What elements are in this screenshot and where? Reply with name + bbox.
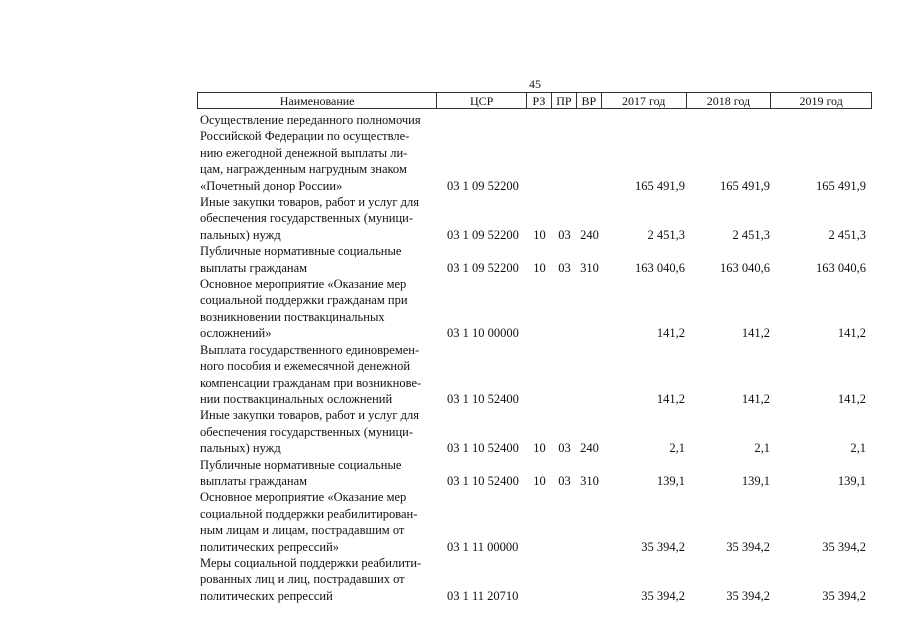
row-name: Осуществление переданного полномочия Российской Федерации по осуществле- нию ежегодной денежной выплаты ли- цам, награжденным нагрудным знаком «Почетный донор России» <box>200 113 421 193</box>
row-csr: 03 1 10 52400 <box>447 473 519 488</box>
row-csr: 03 1 10 00000 <box>447 326 519 341</box>
row-2017: 35 394,2 <box>641 539 685 554</box>
row-2017: 139,1 <box>656 473 685 488</box>
table-row <box>197 342 872 408</box>
row-name: Иные закупки товаров, работ и услуг для обеспечения государственных (муници- пальных) нужд <box>200 408 420 456</box>
row-csr: 03 1 11 20710 <box>447 588 519 603</box>
row-vr: 310 <box>580 473 599 488</box>
page-number: 45 <box>529 77 541 91</box>
row-2018: 141,2 <box>741 326 770 341</box>
row-2017: 2 451,3 <box>647 227 685 242</box>
row-2017: 165 491,9 <box>635 178 685 193</box>
row-name: Иные закупки товаров, работ и услуг для обеспечения государственных (муници- пальных) нужд <box>200 195 420 242</box>
row-csr: 03 1 10 52400 <box>447 391 519 406</box>
header-name: Наименование <box>198 93 437 108</box>
row-2018: 165 491,9 <box>720 178 770 193</box>
table-row <box>197 457 872 490</box>
row-vr: 310 <box>580 260 599 275</box>
row-vr: 240 <box>580 441 599 456</box>
table-row <box>197 112 872 194</box>
table-header <box>197 92 872 109</box>
row-csr: 03 1 11 00000 <box>447 539 519 554</box>
row-2017: 35 394,2 <box>641 588 685 603</box>
row-2018: 2,1 <box>754 441 770 456</box>
row-2018: 141,2 <box>741 391 770 406</box>
row-2019: 165 491,9 <box>816 178 866 193</box>
row-rz: 10 <box>533 473 546 488</box>
header-2018: 2018 год <box>687 93 772 108</box>
row-2018: 2 451,3 <box>732 227 770 242</box>
row-name: Основное мероприятие «Оказание мер социальной поддержки гражданам при возникновении поствакцинальных осложнений» <box>200 277 408 341</box>
row-2019: 141,2 <box>837 326 866 341</box>
row-2019: 141,2 <box>837 391 866 406</box>
row-2018: 35 394,2 <box>726 588 770 603</box>
row-csr: 03 1 09 52200 <box>447 260 519 275</box>
header-2017: 2017 год <box>602 93 687 108</box>
row-2019: 35 394,2 <box>822 588 866 603</box>
row-pr: 03 <box>558 260 571 275</box>
table-row <box>197 407 872 456</box>
row-2018: 163 040,6 <box>720 260 770 275</box>
row-2018: 139,1 <box>741 473 770 488</box>
row-2019: 139,1 <box>837 473 866 488</box>
row-rz: 10 <box>533 260 546 275</box>
row-2017: 163 040,6 <box>635 260 685 275</box>
header-rz: РЗ <box>527 93 552 108</box>
table-row <box>197 489 872 555</box>
table-row <box>197 555 872 604</box>
row-pr: 03 <box>558 227 571 242</box>
row-rz: 10 <box>533 227 546 242</box>
header-2019: 2019 год <box>799 94 843 108</box>
row-2017: 2,1 <box>669 441 685 456</box>
row-name: Основное мероприятие «Оказание мер социальной поддержки реабилитирован- ным лицам и лицам, пострадавшим от политических репрессий» <box>200 490 418 554</box>
row-2019: 2 451,3 <box>828 227 866 242</box>
row-2017: 141,2 <box>656 326 685 341</box>
row-csr: 03 1 09 52200 <box>447 227 519 242</box>
row-rz: 10 <box>533 441 546 456</box>
budget-table <box>197 92 872 604</box>
row-name: Меры социальной поддержки реабилити- рованных лиц и лиц, пострадавших от политических репрессий <box>200 555 422 603</box>
row-csr: 03 1 09 52200 <box>447 178 519 193</box>
row-2019: 35 394,2 <box>822 539 866 554</box>
row-2019: 2,1 <box>850 441 866 456</box>
header-csr: ЦСР <box>437 93 527 108</box>
table-row <box>197 276 872 342</box>
row-name: Публичные нормативные социальные выплаты гражданам <box>200 457 402 488</box>
row-2017: 141,2 <box>656 391 685 406</box>
table-body <box>197 112 872 604</box>
row-pr: 03 <box>558 441 571 456</box>
row-name: Выплата государственного единовремен- ного пособия и ежемесячной денежной компенсации гражданам при возникнове- нии поствакцинальных осложнений <box>200 342 422 406</box>
row-name: Публичные нормативные социальные выплаты гражданам <box>200 244 402 275</box>
header-pr: ПР <box>552 93 577 108</box>
row-pr: 03 <box>558 473 571 488</box>
row-2019: 163 040,6 <box>816 260 866 275</box>
row-csr: 03 1 10 52400 <box>447 441 519 456</box>
row-vr: 240 <box>580 227 599 242</box>
row-2018: 35 394,2 <box>726 539 770 554</box>
table-row <box>197 194 872 243</box>
table-row <box>197 243 872 276</box>
header-vr: ВР <box>577 93 602 108</box>
